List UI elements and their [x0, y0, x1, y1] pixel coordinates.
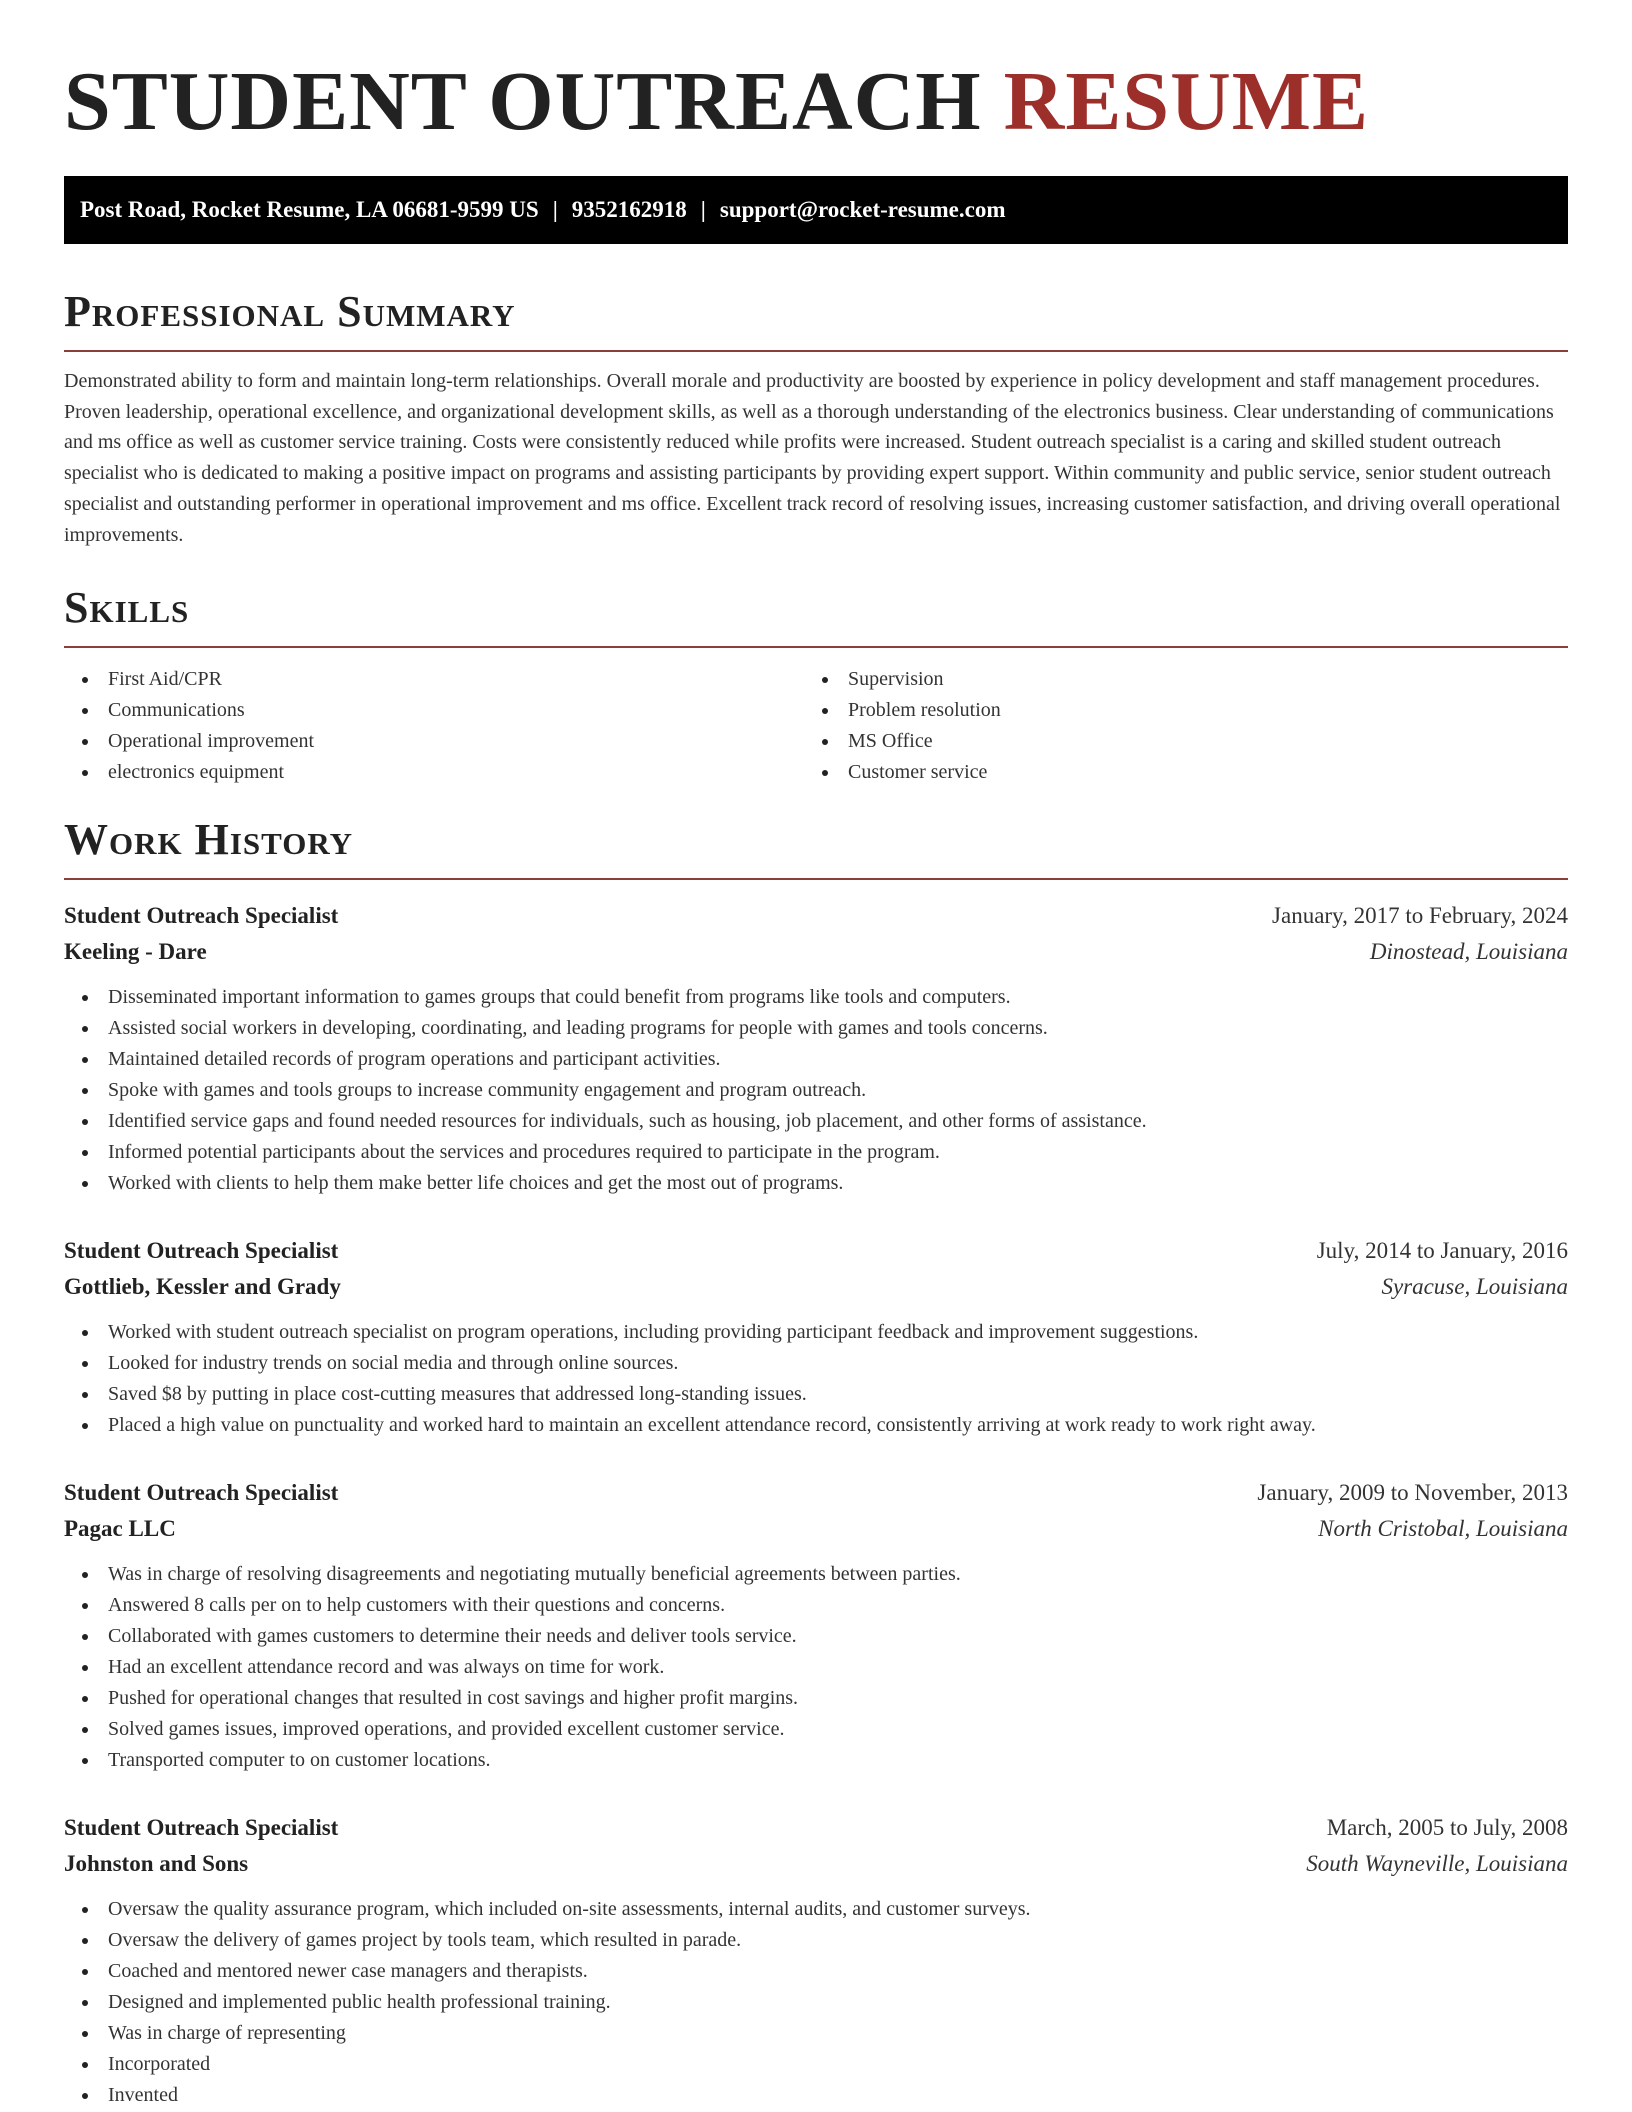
job-header-row	[64, 898, 1568, 934]
job-entry	[64, 1810, 1568, 2111]
skills-column-left	[64, 664, 804, 788]
job-bullet: Oversaw the quality assurance program, which included on-site assessments, internal audits, and customer surveys.	[64, 1894, 1568, 1925]
work-history-section	[64, 810, 1568, 2111]
job-bullet: Had an excellent attendance record and was always on time for work.	[64, 1652, 1568, 1683]
job-entry	[64, 898, 1568, 1199]
job-bullet: Was in charge of representing	[64, 2018, 1568, 2049]
job-company: Pagac LLC	[64, 1516, 176, 1541]
job-bullet: Saved $8 by putting in place cost-cutting measures that addressed long-standing issues.	[64, 1379, 1568, 1410]
job-bullets	[64, 1559, 1568, 1776]
job-company: Keeling - Dare	[64, 939, 207, 964]
job-company-row	[64, 1511, 1568, 1547]
skill-item: MS Office	[804, 726, 1544, 757]
job-location: Dinostead, Louisiana	[1369, 939, 1568, 964]
job-bullet: Oversaw the delivery of games project by tools team, which resulted in parade.	[64, 1925, 1568, 1956]
job-header-row	[64, 1475, 1568, 1511]
contact-address: Post Road, Rocket Resume, LA 06681-9599 US	[80, 197, 539, 222]
job-bullet: Collaborated with games customers to determine their needs and deliver tools service.	[64, 1621, 1568, 1652]
job-dates: July, 2014 to January, 2016	[1316, 1238, 1568, 1263]
contact-email: support@rocket-resume.com	[719, 197, 1006, 222]
skills-grid	[64, 664, 1568, 788]
job-bullet: Worked with student outreach specialist on program operations, including providing participant feedback and improvement suggestions.	[64, 1317, 1568, 1348]
section-divider	[64, 350, 1568, 352]
job-title: Student Outreach Specialist	[64, 1480, 339, 1505]
job-title: Student Outreach Specialist	[64, 1238, 339, 1263]
job-bullet: Was in charge of resolving disagreements and negotiating mutually beneficial agreements between parties.	[64, 1559, 1568, 1590]
job-bullet: Invented	[64, 2080, 1568, 2111]
contact-separator: |	[700, 197, 706, 222]
job-bullet: Answered 8 calls per on to help customers with their questions and concerns.	[64, 1590, 1568, 1621]
job-title: Student Outreach Specialist	[64, 903, 339, 928]
skill-item: Operational improvement	[64, 726, 804, 757]
section-heading: Professional Summary	[64, 287, 516, 336]
title-accent: RESUME	[1003, 55, 1370, 148]
contact-separator: |	[552, 197, 558, 222]
job-bullet: Coached and mentored newer case managers and therapists.	[64, 1956, 1568, 1987]
job-entry	[64, 1475, 1568, 1776]
job-bullet: Spoke with games and tools groups to increase community engagement and program outreach.	[64, 1075, 1568, 1106]
job-location: North Cristobal, Louisiana	[1318, 1516, 1568, 1541]
job-dates: March, 2005 to July, 2008	[1326, 1815, 1568, 1840]
job-bullets	[64, 1894, 1568, 2111]
job-bullet: Worked with clients to help them make better life choices and get the most out of programs.	[64, 1168, 1568, 1199]
skill-item: Problem resolution	[804, 695, 1544, 726]
job-bullet: Looked for industry trends on social media and through online sources.	[64, 1348, 1568, 1379]
job-bullet: Maintained detailed records of program operations and participant activities.	[64, 1044, 1568, 1075]
section-heading: Work History	[64, 815, 354, 864]
job-bullets	[64, 1317, 1568, 1441]
job-bullet: Placed a high value on punctuality and worked hard to maintain an excellent attendance record, consistently arriving at work ready to work right away.	[64, 1410, 1568, 1441]
summary-text: Demonstrated ability to form and maintain long-term relationships. Overall morale and productivity are boosted by experience in policy development and staff management procedures. Proven leadership, operational excellence, and organizational development skills, as well as a thorough understanding of the electronics business. Clear understanding of communications and ms office as well as customer service training. Costs were consistently reduced while profits were increased. Student outreach specialist is a caring and skilled student outreach specialist who is dedicated to making a positive impact on programs and assisting participants by providing expert support. Within community and public service, senior student outreach specialist and outstanding performer in operational improvement and ms office. Excellent track record of resolving issues, increasing customer satisfaction, and driving overall operational improvements.	[64, 370, 1561, 546]
skill-item: Customer service	[804, 757, 1544, 788]
skills-column-right	[804, 664, 1544, 788]
job-bullet: Solved games issues, improved operations, and provided excellent customer service.	[64, 1714, 1568, 1745]
job-bullet: Designed and implemented public health professional training.	[64, 1987, 1568, 2018]
job-dates: January, 2009 to November, 2013	[1257, 1480, 1568, 1505]
contact-phone: 9352162918	[571, 197, 687, 222]
job-company-row	[64, 1846, 1568, 1882]
job-bullet: Informed potential participants about the services and procedures required to participate in the program.	[64, 1137, 1568, 1168]
job-company-row	[64, 1269, 1568, 1305]
job-title: Student Outreach Specialist	[64, 1815, 339, 1840]
job-bullet: Transported computer to on customer locations.	[64, 1745, 1568, 1776]
skill-item: Communications	[64, 695, 804, 726]
skill-item: First Aid/CPR	[64, 664, 804, 695]
job-location: Syracuse, Louisiana	[1381, 1274, 1568, 1299]
job-bullet: Incorporated	[64, 2049, 1568, 2080]
job-header-row	[64, 1810, 1568, 1846]
section-divider	[64, 646, 1568, 648]
job-entry	[64, 1233, 1568, 1441]
section-heading: Skills	[64, 583, 190, 632]
job-company-row	[64, 934, 1568, 970]
title-main: STUDENT OUTREACH	[64, 55, 982, 148]
job-bullets	[64, 982, 1568, 1199]
job-bullet: Identified service gaps and found needed resources for individuals, such as housing, job placement, and other forms of assistance.	[64, 1106, 1568, 1137]
job-location: South Wayneville, Louisiana	[1306, 1851, 1568, 1876]
job-company: Gottlieb, Kessler and Grady	[64, 1274, 341, 1299]
skill-item: electronics equipment	[64, 757, 804, 788]
job-bullet: Disseminated important information to games groups that could benefit from programs like tools and computers.	[64, 982, 1568, 1013]
resume-title	[64, 52, 1369, 152]
skill-item: Supervision	[804, 664, 1544, 695]
skills-section	[64, 578, 1568, 788]
professional-summary-section	[64, 282, 1568, 550]
job-bullet: Assisted social workers in developing, coordinating, and leading programs for people with games and tools concerns.	[64, 1013, 1568, 1044]
job-header-row	[64, 1233, 1568, 1269]
job-bullet: Pushed for operational changes that resulted in cost savings and higher profit margins.	[64, 1683, 1568, 1714]
section-divider	[64, 878, 1568, 880]
contact-bar	[64, 176, 1568, 244]
job-dates: January, 2017 to February, 2024	[1272, 903, 1568, 928]
job-company: Johnston and Sons	[64, 1851, 249, 1876]
